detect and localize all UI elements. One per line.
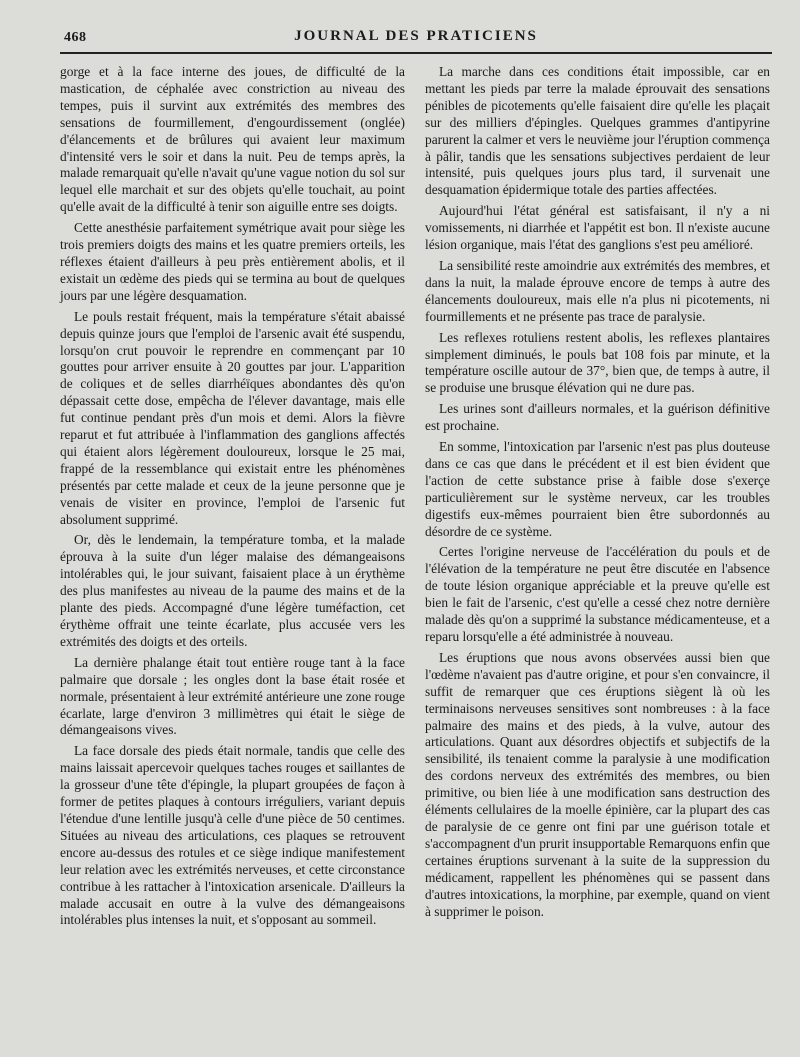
header-rule [60, 52, 772, 54]
paragraph: La sensibilité reste amoindrie aux extrémités des membres, et dans la nuit, la malade éprouve encore de temps à autre des élancements douloureux, mais elle n'a plus ni picotements, ni fourmillements et ne présente pas trace de paralysie. [425, 257, 770, 324]
paragraph: Certes l'origine nerveuse de l'accélération du pouls et de l'élévation de la température ne peut être discutée en l'absence de toute lésion organique appréciable et la preuve qu'elle est bien le fait de l'arsenic, c'est qu'elle a cessé chez notre dernière malade dès qu'on a supprimé la substance médicamenteuse, et a reparu lorsqu'elle a été administrée à nouveau. [425, 544, 770, 644]
paragraph: Or, dès le lendemain, la température tomba, et la malade éprouva à la suite d'un léger malaise des démangeaisons intolérables qui, le jour suivant, faisaient place à un érythème des plus manifestes au niveau de la paume des mains et de la plante des pieds. Accompagné d'une légère tuméfaction, cet érythème offrait une teinte écarlate, plus accusée vers les extrémités des doigts et des orteils. [60, 532, 405, 649]
paragraph: La dernière phalange était tout entière rouge tant à la face palmaire que dorsale ; les ongles dont la base était rosée et normale, présentaient à leur extrémité antérieure une zone rouge écarlate, large d'environ 3 millimètres qui était le siège de démangeaisons vives. [60, 654, 405, 738]
paragraph: La face dorsale des pieds était normale, tandis que celle des mains laissait apercevoir quelques taches rouges et saillantes de la grosseur d'une tête d'épingle, la plupart groupées de façon à former de petites plaques à contours irréguliers, variant depuis l'étendue d'une lentille jusqu'à celle d'une pièce de 50 centimes. Situées au niveau des articulations, ces plaques se retrouvent encore au-dessus des rotules et ce siège indique manifestement leur relation avec les extrémités nerveuses, et cette circonstance contribue à les rattacher à l'intoxication arsenicale. D'ailleurs la malade accusait en outre à la vulve des démangeaisons intolérables plus intenses la nuit, et s'opposant au sommeil. [60, 743, 405, 928]
right-column [425, 64, 770, 924]
paragraph: Les éruptions que nous avons observées aussi bien que l'œdème n'avaient pas d'autre origine, et pour s'en convaincre, il suffit de remarquer que ces éruptions siègent là où les terminaisons nerveuses sensitives sont nombreuses : à la face palmaire des mains et des pieds, à la vulve, autour des articulations. Quant aux désordres objectifs et subjectifs de la sensibilité, ils tenaient comme la paralysie à une modification des cordons nerveux des extrémités des membres, ou bien primitive, ou bien liée à une modification sans destruction des éléments cellulaires de la moelle épinière, car la plupart des cas de paralysie de ce genre ont fini par une guérison totale et s'accompagnent d'un prurit insupportable Remarquons enfin que certaines éruptions survenant à la suite de la suppression du médicament, rappellent les phénomènes qui se passent dans d'autres intoxications, la morphine, par exemple, quand on vient à supprimer le poison. [425, 649, 770, 919]
paragraph: En somme, l'intoxication par l'arsenic n'est pas plus douteuse dans ce cas que dans le précédent et il est bien évident que l'action de cette substance prise à faible dose s'exerçe particulièrement sur le système nerveux, car les troubles digestifs eux-mêmes pourraient bien être subordonnés au désordre de ce système. [425, 439, 770, 539]
paragraph: La marche dans ces conditions était impossible, car en mettant les pieds par terre la malade éprouvait des sensations pénibles de picotements qu'elle faisaient dire qu'elle les plaçait sur des milliers d'épingles. Quelques grammes d'antipyrine parurent la calmer et vers le neuvième jour l'éruption commença à pâlir, tandis que les sensations subjectives perdaient de leur intensité, puis quelques jours plus tard, il survenait une desquamation épidermique totale des parties affectées. [425, 64, 770, 198]
paragraph: Aujourd'hui l'état général est satisfaisant, il n'y a ni vomissements, ni diarrhée et l'appétit est bon. Il n'existe aucune lésion organique, mais l'état des ganglions s'est peu amélioré. [425, 203, 770, 253]
paragraph: Cette anesthésie parfaitement symétrique avait pour siège les trois premiers doigts des mains et les quatre premiers orteils, les réflexes étaient d'ailleurs à peu près entièrement abolis, et il existait un œdème des pieds qui se termina au bout de quelques jours par une légère desquamation. [60, 220, 405, 303]
paragraph: Le pouls restait fréquent, mais la température s'était abaissé depuis quinze jours que l'emploi de l'arsenic avait été suspendu, lorsqu'on crut pouvoir le reprendre en commençant par 10 gouttes pour arriver ensuite à 20 gouttes par jour. L'apparition de coliques et de selles diarrhéïques abondantes dès qu'on dépassait cette dose, empêcha de l'élever davantage, mais elle fut continue pendant près d'un mois et demi. Alors la fièvre reparut et fut attribuée à l'inflammation des ganglions affectés qui étaient alors légèrement douloureux, lorsque le 25 mai, frappé de la ressemblance qui existait entre les phénomènes présentés par cette malade et ceux de la jeune personne que je venais de visiter en province, l'emploi de l'arsenic fut absolument supprimé. [60, 308, 405, 527]
page-header [60, 24, 772, 50]
left-column [60, 64, 405, 933]
paragraph: gorge et à la face interne des joues, de difficulté de la mastication, de céphalée avec constriction au niveau des tempes, puis il survint aux extrémités des membres des sensations de fourmillement, d'engourdissement (onglée) d'élancements et de brûlures qui avaient leur maximum d'intensité vers le soir et dans la nuit. Peu de temps après, la malade remarquait qu'elle n'avait qu'une vague notion du sol sur lequel elle marchait et sur des objets qu'elle touchait, au point qu'elle avait de la difficulté à tenir son aiguille entre ses doigts. [60, 64, 405, 215]
page-number: 468 [64, 30, 87, 45]
paragraph: Les urines sont d'ailleurs normales, et la guérison définitive est prochaine. [425, 401, 770, 434]
paragraph: Les reflexes rotuliens restent abolis, les reflexes plantaires simplement diminués, le pouls bat 108 fois par minute, et la température oscille autour de 37°, bien que, de temps à autre, il se produise une brusque élévation qui ne dure pas. [425, 329, 770, 396]
running-title: JOURNAL DES PRATICIENS [294, 28, 538, 44]
